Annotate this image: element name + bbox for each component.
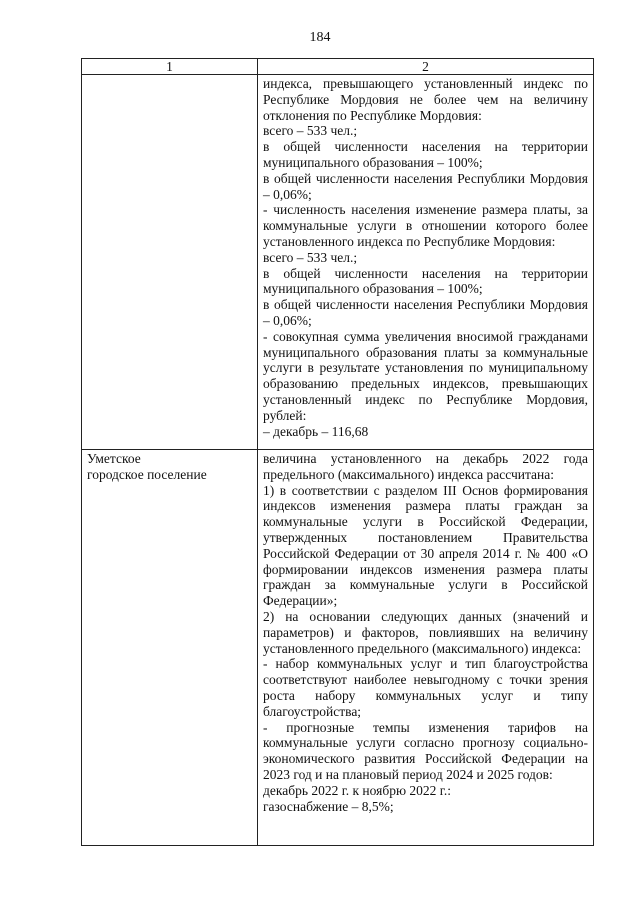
column-header-2: 2 <box>258 59 594 75</box>
paragraph: в общей численности населения на территории муниципального образования – 100%; <box>263 139 588 170</box>
paragraph: – декабрь – 116,68 <box>263 423 369 439</box>
paragraph: всего – 533 чел.; <box>263 249 358 265</box>
paragraph: 2) на основании следующих данных (значений и параметров) и факторов, повлиявших на величину установленного предельного (максимального) индекса: <box>263 608 588 656</box>
paragraph: величина установленного на декабрь 2022 года предельного (максимального) индекса рассчитана: <box>263 451 588 482</box>
paragraph: всего – 533 чел.; <box>263 123 358 139</box>
municipality-name: Уметское <box>87 451 141 466</box>
paragraph: газоснабжение – 8,5%; <box>263 798 394 814</box>
paragraph: декабрь 2022 г. к ноябрю 2022 г.: <box>263 782 451 798</box>
paragraph: в общей численности населения Республики Мордовия – 0,06%; <box>263 297 588 328</box>
column-header-1: 1 <box>82 59 258 75</box>
paragraph: - совокупная сумма увеличения вносимой гражданами муниципального образования платы за коммунальные услуги в результате установления по муниципальному образованию предельных индексов, превышающих установленный индекс по Республике Мордовия, рублей: <box>263 328 588 423</box>
municipality-type: городское поселение <box>87 466 207 482</box>
paragraph: 1) в соответствии с разделом III Основ формирования индексов изменения размера платы граждан за коммунальные услуги в Российской Федерации, утвержденных постановлением Правительства Российской Федерации от 30 апреля 2014 г. № 400 «О формировании индексов изменения размера платы граждан за коммунальные услуги в Российской Федерации»; <box>263 482 588 609</box>
paragraph: - численность населения изменение размера платы, за коммунальные услуги в отношении которого более установленного индекса по Республике Мордовия: <box>263 202 588 249</box>
description-cell <box>258 450 594 846</box>
table-row <box>82 450 594 846</box>
paragraph: в общей численности населения Республики Мордовия – 0,06%; <box>263 170 588 202</box>
municipality-cell <box>82 75 258 450</box>
page-number: 184 <box>309 30 331 45</box>
paragraph: в общей численности населения на территории муниципального образования – 100%; <box>263 265 588 297</box>
municipality-cell <box>82 450 258 846</box>
paragraph: - прогнозные темпы изменения тарифов на коммунальные услуги согласно прогнозу социально-экономического развития Российской Федерации на 2023 год и на плановый период 2024 и 2025 годов: <box>263 719 588 782</box>
description-cell <box>258 75 594 450</box>
paragraph: - набор коммунальных услуг и тип благоустройства соответствуют наиболее невыгодному с точки зрения роста набору коммунальных услуг и типу благоустройства; <box>263 656 588 719</box>
table-row <box>82 75 594 450</box>
table-header-row <box>82 59 594 75</box>
document-table <box>81 58 594 846</box>
paragraph: индекса, превышающего установленный индекс по Республике Мордовия не более чем на величину отклонения по Республике Мордовия: <box>263 76 588 123</box>
